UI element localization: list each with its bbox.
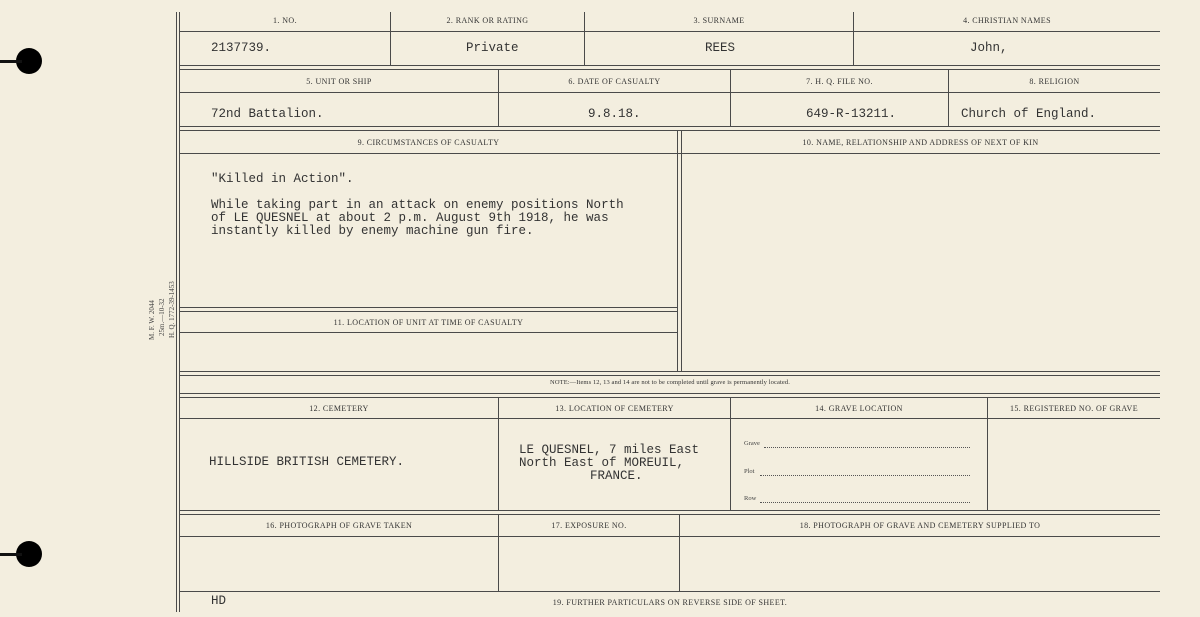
location-unit-label: 11. LOCATION OF UNIT AT TIME OF CASUALTY (333, 318, 524, 327)
binder-hole-bottom-line (0, 553, 22, 556)
cemetery-location-line-2: North East of MOREUIL, (519, 456, 685, 470)
grave-field-line (764, 447, 970, 448)
note-top-rule (180, 371, 1160, 376)
circumstances-line-3: of LE QUESNEL at about 2 p.m. August 9th 1918, he was (211, 211, 609, 225)
row4-div-1 (498, 397, 499, 510)
hq-file-label: 7. H. Q. FILE NO. (806, 77, 873, 86)
side-form-code: M. F. W. 2044 (148, 300, 156, 340)
binder-hole-top-line (0, 60, 22, 63)
no-label: 1. NO. (273, 16, 297, 25)
rank-label: 2. RANK OR RATING (446, 16, 529, 25)
further-particulars-label: 19. FURTHER PARTICULARS ON REVERSE SIDE OF SHEET. (552, 598, 788, 607)
exposure-label: 17. EXPOSURE NO. (551, 521, 627, 530)
unit-label: 5. UNIT OR SHIP (306, 77, 372, 86)
row4-div-3 (987, 397, 988, 510)
margin-rule-1 (176, 12, 177, 612)
christian-names-value: John, (970, 41, 1008, 55)
row1-label-rule (180, 31, 1160, 32)
row4-div-2 (730, 397, 731, 510)
surname-label: 3. SURNAME (693, 16, 745, 25)
row4-label-rule (180, 418, 1160, 419)
row6-top-rule (180, 591, 1160, 592)
row1-bottom-rule (180, 65, 1160, 70)
side-form-hq: H. Q. 1772-39-1453 (168, 281, 176, 338)
location-unit-label-rule (180, 332, 677, 333)
row2-label-rule (180, 92, 1160, 93)
religion-value: Church of England. (961, 107, 1097, 121)
registered-no-label: 15. REGISTERED NO. OF GRAVE (1010, 404, 1138, 413)
row5-top-rule (180, 510, 1160, 515)
photo-taken-label: 16. PHOTOGRAPH OF GRAVE TAKEN (265, 521, 413, 530)
rank-value: Private (466, 41, 519, 55)
side-form-date: 25m.—10-32 (158, 298, 166, 336)
row-field-line (760, 502, 970, 503)
cemetery-location-label: 13. LOCATION OF CEMETERY (555, 404, 674, 413)
photo-supplied-label: 18. PHOTOGRAPH OF GRAVE AND CEMETERY SUPPLIED TO (799, 521, 1041, 530)
row2-bottom-rule (180, 126, 1160, 131)
row4-top-rule (180, 393, 1160, 398)
cemetery-location-line-3: FRANCE. (590, 469, 643, 483)
row5-label-rule (180, 536, 1160, 537)
grave-field-label: Grave (744, 440, 760, 447)
row3-divider (677, 131, 682, 372)
cemetery-label: 12. CEMETERY (309, 404, 369, 413)
plot-field-label: Plot (744, 468, 755, 475)
note-text: NOTE:—Items 12, 13 and 14 are not to be completed until grave is permanently located. (550, 379, 790, 386)
date-value: 9.8.18. (588, 107, 641, 121)
circumstances-line-4: instantly killed by enemy machine gun fire. (211, 224, 534, 238)
grave-location-label: 14. GRAVE LOCATION (815, 404, 903, 413)
location-unit-top-rule (180, 307, 677, 312)
circumstances-label: 9. CIRCUMSTANCES OF CASUALTY (357, 138, 500, 147)
surname-value: REES (705, 41, 736, 55)
date-label: 6. DATE OF CASUALTY (568, 77, 661, 86)
row-field-label: Row (744, 495, 757, 502)
initials: HD (211, 594, 227, 608)
circumstances-line-2: While taking part in an attack on enemy positions North (211, 198, 624, 212)
no-value: 2137739. (211, 41, 272, 55)
hq-file-value: 649-R-13211. (806, 107, 897, 121)
row3-label-rule (180, 153, 1160, 154)
unit-value: 72nd Battalion. (211, 107, 324, 121)
next-of-kin-label: 10. NAME, RELATIONSHIP AND ADDRESS OF NEXT OF KIN (802, 138, 1039, 147)
christian-names-label: 4. CHRISTIAN NAMES (963, 16, 1051, 25)
cemetery-value: HILLSIDE BRITISH CEMETERY. (209, 455, 405, 469)
religion-label: 8. RELIGION (1029, 77, 1080, 86)
circumstances-line-1: "Killed in Action". (211, 172, 354, 186)
cemetery-location-line-1: LE QUESNEL, 7 miles East (519, 443, 700, 457)
plot-field-line (760, 475, 970, 476)
